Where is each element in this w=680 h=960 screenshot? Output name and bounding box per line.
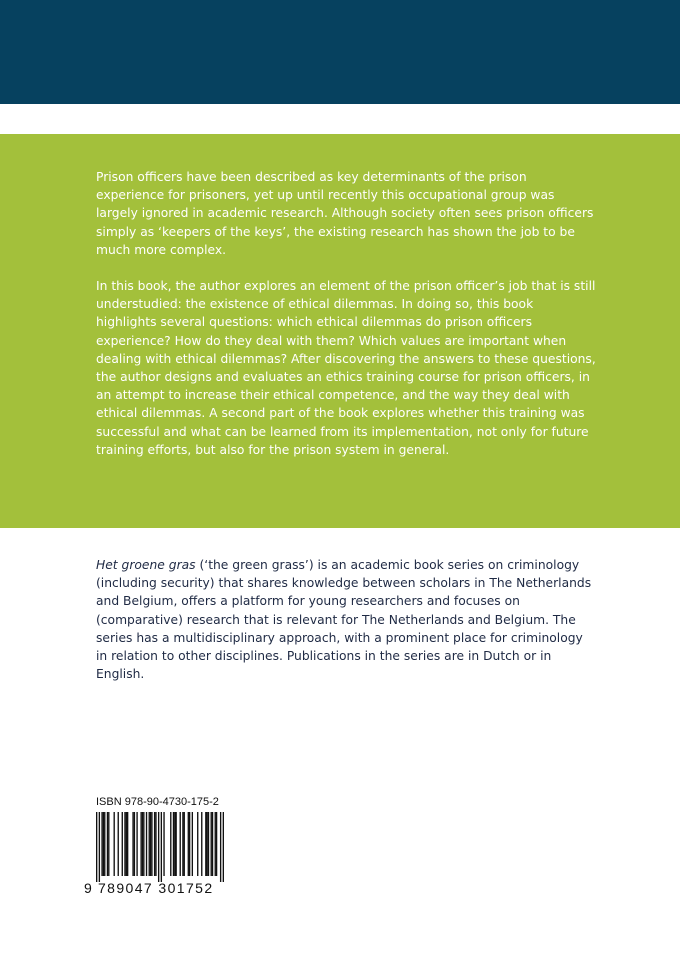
barcode-bar (201, 812, 202, 876)
barcode-bar (127, 812, 128, 876)
barcode-bar (175, 812, 176, 876)
barcode-bar (143, 812, 144, 876)
barcode-bar (182, 812, 183, 876)
barcode-bar (124, 812, 125, 876)
barcode-bar (134, 812, 135, 876)
barcode-bar (223, 812, 224, 882)
series-description-text: (‘the green grass’) is an academic book series on criminology (including security) that shares knowledge between scholars in The Netherlands and Belgium, offers a platform for young researchers and focuses on (comparative) research that is relevant for The Netherlands and Belgium. The series has a multidisciplinary approach, with a prominent place for criminology in relation to other disciplines. Publications in the series are in Dutch or in English. (96, 558, 592, 682)
isbn-label: ISBN 978-90-4730-175-2 (96, 796, 219, 808)
barcode-bar (107, 812, 108, 876)
top-color-band (0, 0, 680, 104)
barcode-bar (220, 812, 221, 882)
barcode-bar (208, 812, 209, 876)
barcode-bar (189, 812, 190, 876)
barcode-bar (142, 812, 143, 876)
barcode-bar (126, 812, 127, 876)
barcode-bar (215, 812, 216, 876)
barcode-bar (170, 812, 171, 876)
barcode-bar (108, 812, 109, 876)
barcode-lead-digit: 9 (84, 880, 94, 896)
barcode-bar (101, 812, 102, 876)
blurb-paragraph-2: In this book, the author explores an element of the prison officer’s job that is still understudied: the existence of ethical dilemmas. In doing so, this book highlights several questions: which ethical dilemmas do prison officers experience? How do they deal with them? Which values are important when dealing with ethical dilemmas? After discovering the answers to these questions, the author designs and evaluates an ethics training course for prison officers, in an attempt to increase their ethical competence, and the way they deal with ethical dilemmas. A second part of the book explores whether this training was successful and what can be learned from its implementation, not only for future training efforts, but also for the prison system in general. (96, 279, 596, 457)
barcode-bar (192, 812, 193, 876)
barcode-bar (150, 812, 151, 876)
series-description (96, 556, 596, 683)
blurb-panel (0, 134, 680, 528)
barcode-bar (104, 812, 105, 876)
barcode-bars (96, 812, 224, 882)
barcode-bar (146, 812, 147, 876)
barcode-bar (205, 812, 206, 876)
barcode-bar (140, 812, 141, 876)
barcode-bar (212, 812, 213, 876)
barcode-bar (174, 812, 175, 876)
barcode-bar (188, 812, 189, 876)
barcode-bar (136, 812, 137, 876)
barcode-digits (84, 880, 214, 896)
barcode-bar (173, 812, 174, 876)
barcode-bar (158, 812, 159, 882)
barcode-bar (122, 812, 123, 876)
barcode-bar (118, 812, 119, 876)
barcode-bar (154, 812, 155, 876)
barcode-bar (155, 812, 156, 876)
barcode-bar (163, 812, 164, 876)
barcode-right-digits: 301752 (158, 880, 214, 896)
barcode-bar (149, 812, 150, 876)
barcode-bar (99, 812, 100, 882)
barcode-bar (206, 812, 207, 876)
barcode-bar (151, 812, 152, 876)
series-title: Het groene gras (96, 558, 196, 572)
barcode-bar (184, 812, 185, 876)
barcode-bar (211, 812, 212, 876)
barcode-bar (180, 812, 181, 876)
barcode-bar (132, 812, 133, 876)
barcode-bar (114, 812, 115, 876)
blurb-paragraph-1: Prison officers have been described as key determinants of the prison experience for prisoners, yet up until recently this occupational group was largely ignored in academic research. Although society often sees prison officers simply as ‘keepers of the keys’, the existing research has shown the job to be much more complex. (96, 170, 594, 257)
blurb-text (96, 168, 596, 477)
barcode-bar (103, 812, 104, 876)
barcode-bar (216, 812, 217, 876)
barcode-bar (161, 812, 162, 882)
barcode-bar (96, 812, 97, 882)
barcode-bar (197, 812, 198, 876)
barcode-left-digits: 789047 (98, 880, 154, 896)
